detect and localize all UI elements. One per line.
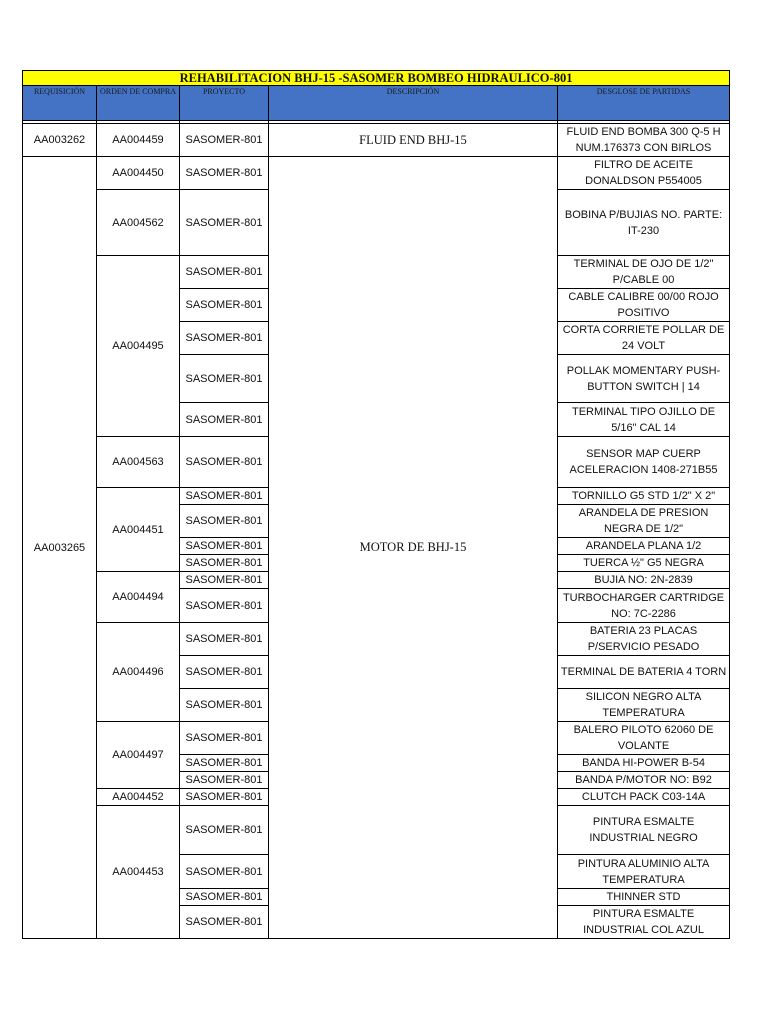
proyecto-cell: SASOMER-801 — [180, 789, 269, 806]
proyecto-cell: SASOMER-801 — [180, 806, 269, 855]
proyecto-cell: SASOMER-801 — [180, 403, 269, 437]
partida-cell: FLUID END BOMBA 300 Q-5 H NUM.176373 CON BIRLOS — [558, 124, 730, 157]
partida-cell: CORTA CORRIETE POLLAR DE 24 VOLT — [558, 322, 730, 355]
header-row — [23, 86, 730, 121]
partida-cell: PINTURA ESMALTE INDUSTRIAL COL AZUL — [558, 906, 730, 939]
partida-cell: TERMINAL TIPO OJILLO DE 5/16" CAL 14 — [558, 403, 730, 437]
orden-cell: AA004453 — [97, 806, 180, 939]
partida-cell: THINNER STD — [558, 889, 730, 906]
proyecto-cell: SASOMER-801 — [180, 437, 269, 488]
proyecto-cell: SASOMER-801 — [180, 488, 269, 505]
proyecto-cell: SASOMER-801 — [180, 689, 269, 722]
title-row — [23, 71, 730, 86]
proyecto-cell: SASOMER-801 — [180, 289, 269, 322]
partida-cell: TERMINAL DE BATERIA 4 TORN — [558, 656, 730, 689]
proyecto-cell: SASOMER-801 — [180, 623, 269, 656]
partida-cell: BANDA HI-POWER B-54 — [558, 755, 730, 772]
table-row — [23, 157, 730, 190]
orden-cell: AA004452 — [97, 789, 180, 806]
partida-cell: BUJIA NO: 2N-2839 — [558, 572, 730, 589]
table-row — [23, 124, 730, 157]
header-descripcion: DESCRIPCIÓN — [269, 86, 558, 121]
partida-cell: SILICON NEGRO ALTA TEMPERATURA — [558, 689, 730, 722]
partida-cell: POLLAK MOMENTARY PUSH-BUTTON SWITCH | 14 — [558, 355, 730, 403]
partida-cell: BOBINA P/BUJIAS NO. PARTE: IT-230 — [558, 190, 730, 256]
table-title: REHABILITACION BHJ-15 -SASOMER BOMBEO HIDRAULICO-801 — [23, 71, 730, 86]
header-desglose: DESGLOSE DE PARTIDAS — [558, 86, 730, 121]
partida-cell: TERMINAL DE OJO DE 1/2" P/CABLE 00 — [558, 256, 730, 289]
orden-cell: AA004496 — [97, 623, 180, 722]
orden-cell: AA004497 — [97, 722, 180, 789]
orden-cell: AA004459 — [97, 124, 180, 157]
header-proyecto: PROYECTO — [180, 86, 269, 121]
header-requisicion: REQUISICIÓN — [23, 86, 97, 121]
orden-cell: AA004495 — [97, 256, 180, 437]
requisicion-cell: AA003265 — [23, 157, 97, 939]
descripcion-cell: MOTOR DE BHJ-15 — [269, 157, 558, 939]
descripcion-cell: FLUID END BHJ-15 — [269, 124, 558, 157]
proyecto-cell: SASOMER-801 — [180, 157, 269, 190]
header-orden-compra: ORDEN DE COMPRA — [97, 86, 180, 121]
partida-cell: TUERCA ½" G5 NEGRA — [558, 555, 730, 572]
proyecto-cell: SASOMER-801 — [180, 256, 269, 289]
partida-cell: BATERIA 23 PLACAS P/SERVICIO PESADO — [558, 623, 730, 656]
proyecto-cell: SASOMER-801 — [180, 656, 269, 689]
orden-cell: AA004562 — [97, 190, 180, 256]
proyecto-cell: SASOMER-801 — [180, 555, 269, 572]
partida-cell: ARANDELA DE PRESION NEGRA DE 1/2" — [558, 505, 730, 538]
partida-cell: BANDA P/MOTOR NO: B92 — [558, 772, 730, 789]
partida-cell: PINTURA ALUMINIO ALTA TEMPERATURA — [558, 855, 730, 889]
proyecto-cell: SASOMER-801 — [180, 772, 269, 789]
partida-cell: SENSOR MAP CUERP ACELERACION 1408-271B55 — [558, 437, 730, 488]
requisition-table — [22, 70, 730, 939]
partida-cell: CLUTCH PACK C03-14A — [558, 789, 730, 806]
proyecto-cell: SASOMER-801 — [180, 505, 269, 538]
orden-cell: AA004563 — [97, 437, 180, 488]
proyecto-cell: SASOMER-801 — [180, 889, 269, 906]
proyecto-cell: SASOMER-801 — [180, 855, 269, 889]
proyecto-cell: SASOMER-801 — [180, 190, 269, 256]
requisicion-cell: AA003262 — [23, 124, 97, 157]
proyecto-cell: SASOMER-801 — [180, 538, 269, 555]
proyecto-cell: SASOMER-801 — [180, 755, 269, 772]
orden-cell: AA004451 — [97, 488, 180, 572]
proyecto-cell: SASOMER-801 — [180, 355, 269, 403]
partida-cell: BALERO PILOTO 62060 DE VOLANTE — [558, 722, 730, 755]
partida-cell: TORNILLO G5 STD 1/2" X 2" — [558, 488, 730, 505]
proyecto-cell: SASOMER-801 — [180, 906, 269, 939]
partida-cell: PINTURA ESMALTE INDUSTRIAL NEGRO — [558, 806, 730, 855]
orden-cell: AA004494 — [97, 572, 180, 623]
partida-cell: ARANDELA PLANA 1/2 — [558, 538, 730, 555]
proyecto-cell: SASOMER-801 — [180, 589, 269, 623]
proyecto-cell: SASOMER-801 — [180, 322, 269, 355]
proyecto-cell: SASOMER-801 — [180, 572, 269, 589]
partida-cell: CABLE CALIBRE 00/00 ROJO POSITIVO — [558, 289, 730, 322]
partida-cell: TURBOCHARGER CARTRIDGE NO: 7C-2286 — [558, 589, 730, 623]
proyecto-cell: SASOMER-801 — [180, 124, 269, 157]
proyecto-cell: SASOMER-801 — [180, 722, 269, 755]
partida-cell: FILTRO DE ACEITE DONALDSON P554005 — [558, 157, 730, 190]
orden-cell: AA004450 — [97, 157, 180, 190]
